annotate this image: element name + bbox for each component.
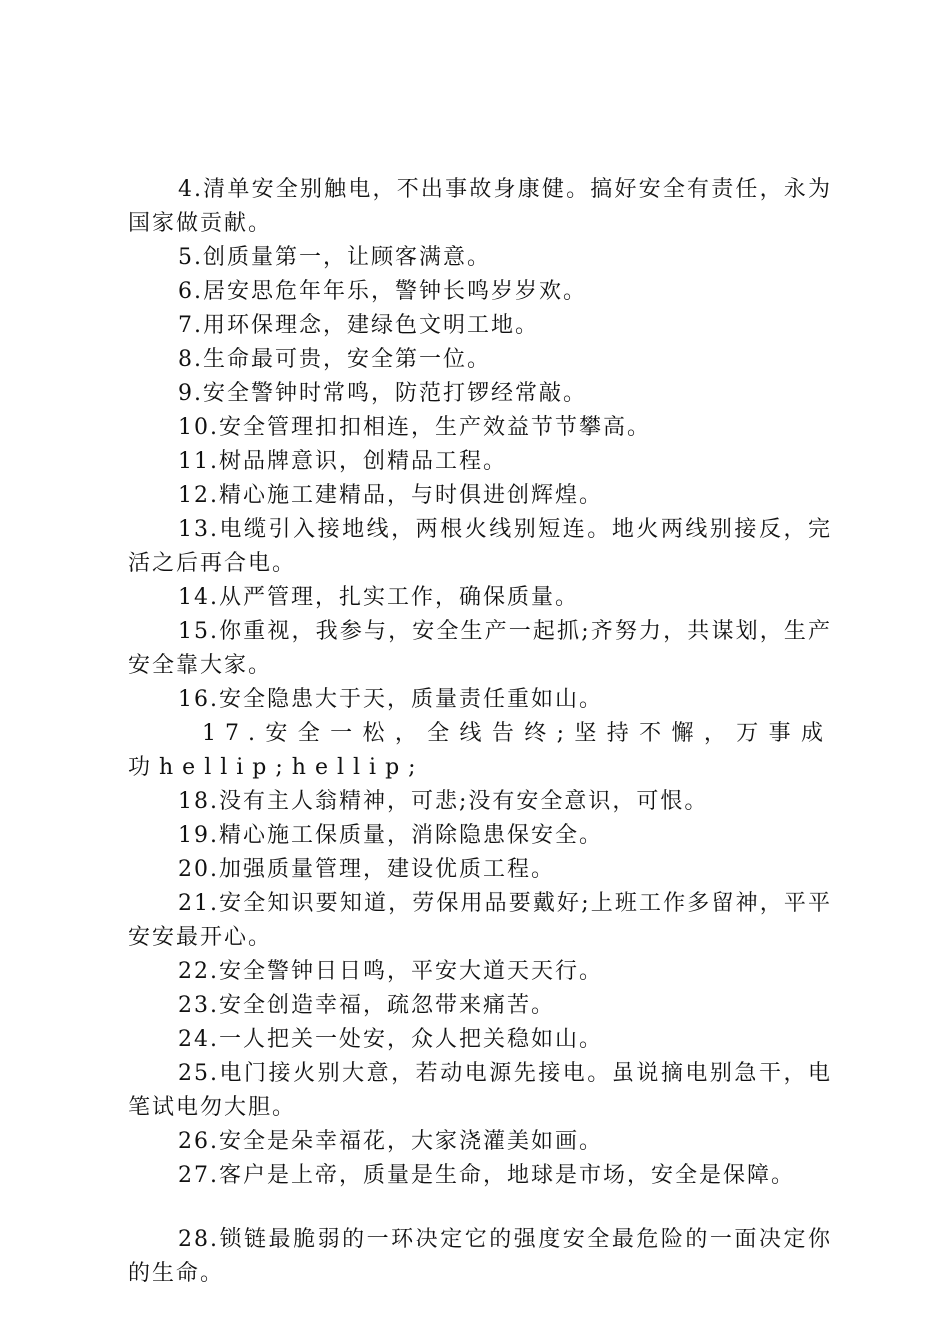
list-item: 15.你重视，我参与，安全生产一起抓;齐努力，共谋划，生产安全靠大家。: [128, 619, 832, 678]
list-item: 22.安全警钟日日鸣，平安大道天天行。: [178, 959, 603, 984]
list-item: 23.安全创造幸福，疏忽带来痛苦。: [178, 993, 555, 1018]
list-item: 12.精心施工建精品，与时俱进创辉煌。: [178, 483, 603, 508]
list-item: 10.安全管理扣扣相连，生产效益节节攀高。: [178, 415, 651, 440]
list-item: 5.创质量第一，让顾客满意。: [178, 245, 491, 270]
list-item: 26.安全是朵幸福花，大家浇灌美如画。: [178, 1129, 603, 1154]
slogan-list: [128, 173, 832, 1291]
list-item: 11.树品牌意识，创精品工程。: [178, 449, 507, 474]
list-item: 17.安全一松，全线告终;坚持不懈，万事成功hellip;hellip;: [128, 721, 832, 780]
list-item: 28.锁链最脆弱的一环决定它的强度安全最危险的一面决定你的生命。: [128, 1227, 832, 1286]
list-item: 20.加强质量管理，建设优质工程。: [178, 857, 555, 882]
list-item: 14.从严管理，扎实工作，确保质量。: [178, 585, 579, 610]
list-item: 9.安全警钟时常鸣，防范打锣经常敲。: [178, 381, 587, 406]
list-item: 7.用环保理念，建绿色文明工地。: [178, 313, 539, 338]
list-item: 8.生命最可贵，安全第一位。: [178, 347, 491, 372]
list-item: 16.安全隐患大于天，质量责任重如山。: [178, 687, 603, 712]
list-item: 13.电缆引入接地线，两根火线别短连。地火两线别接反，完活之后再合电。: [128, 517, 832, 576]
list-item: 24.一人把关一处安，众人把关稳如山。: [178, 1027, 603, 1052]
list-item: 18.没有主人翁精神，可悲;没有安全意识，可恨。: [178, 789, 709, 814]
list-item: 4.清单安全别触电，不出事故身康健。搞好安全有责任，永为国家做贡献。: [128, 177, 832, 236]
list-item: 6.居安思危年年乐，警钟长鸣岁岁欢。: [178, 279, 587, 304]
list-item: 27.客户是上帝，质量是生命，地球是市场，安全是保障。: [178, 1163, 795, 1188]
list-item: 19.精心施工保质量，消除隐患保安全。: [178, 823, 603, 848]
list-item: 21.安全知识要知道，劳保用品要戴好;上班工作多留神，平平安安最开心。: [128, 891, 832, 950]
list-item: 25.电门接火别大意，若动电源先接电。虽说摘电别急干，电笔试电勿大胆。: [128, 1061, 832, 1120]
